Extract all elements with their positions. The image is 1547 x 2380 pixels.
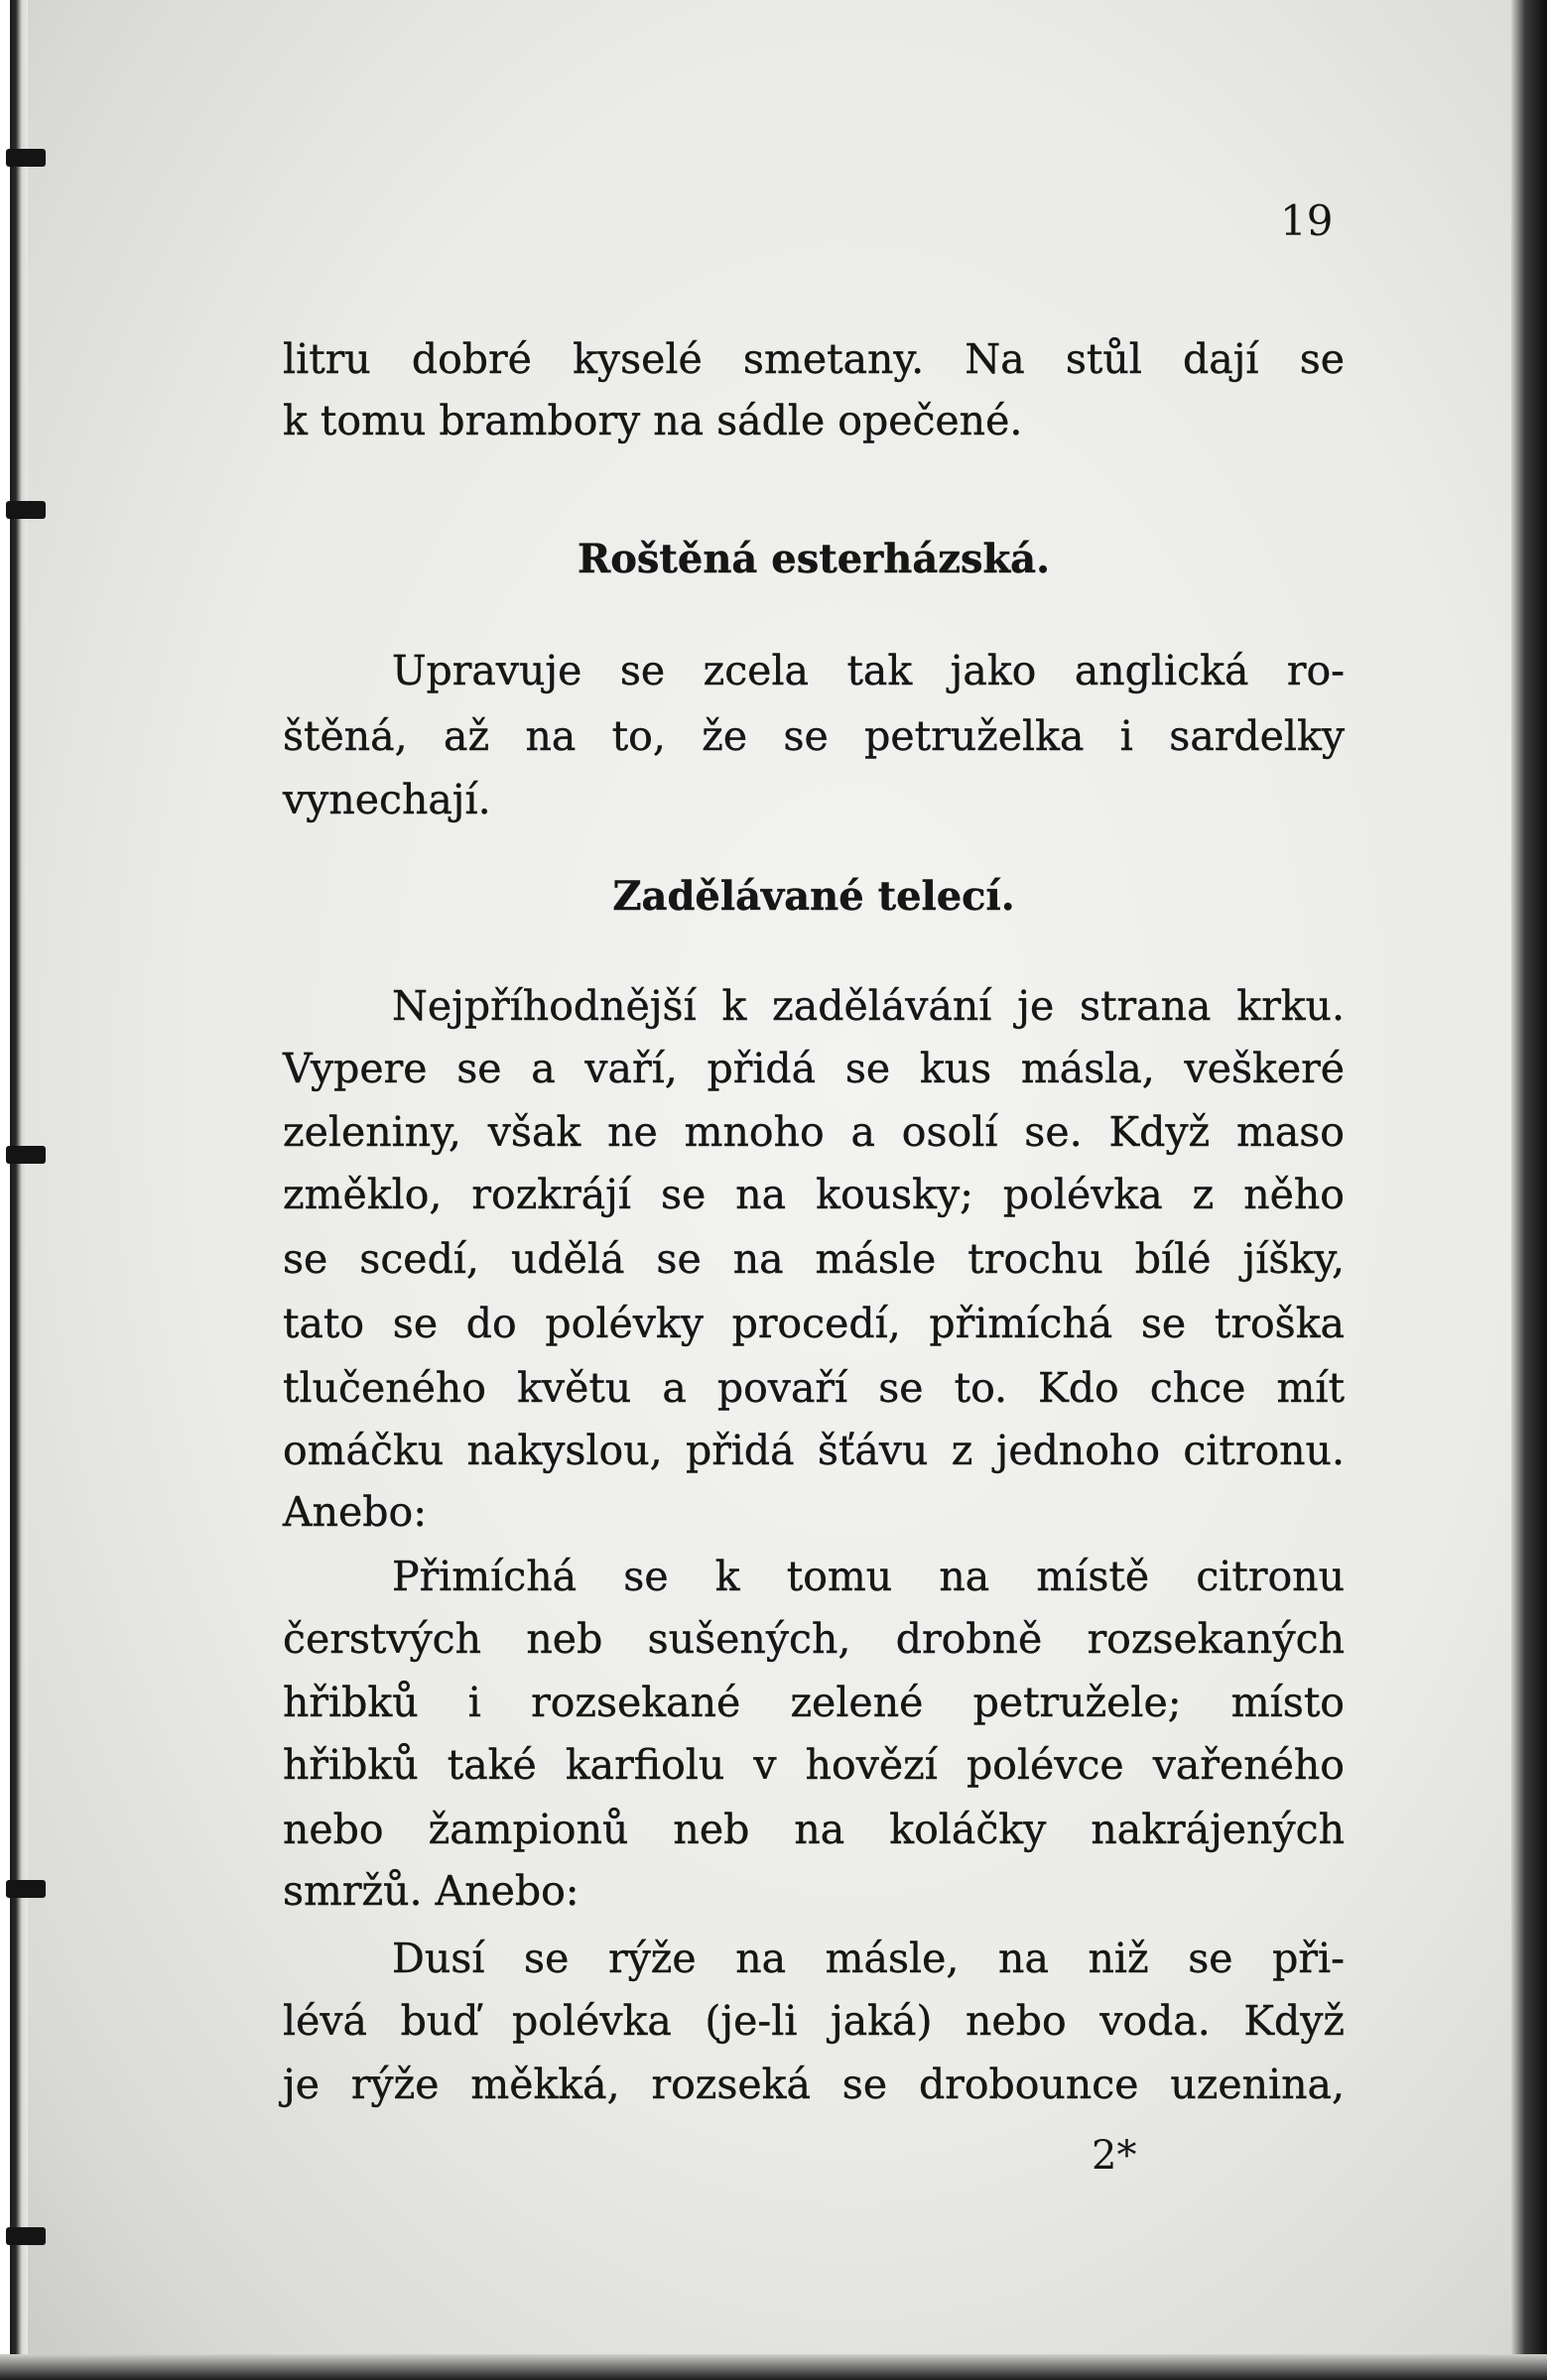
text-line: změklo, rozkrájí se na kousky; polévka z něho [283, 1171, 1345, 1218]
text-line: Anebo: [283, 1488, 428, 1536]
section-heading: Zadělávané telecí. [612, 873, 1015, 920]
text-line: tlučeného květu a povaří se to. Kdo chce mít [283, 1364, 1345, 1412]
text-line: Nejpříhodnější k zadělávání je strana krku. [392, 982, 1345, 1030]
text-line: čerstvých neb sušených, drobně rozsekaných [283, 1615, 1345, 1663]
text-line: hřibků i rozsekané zelené petružele; místo [283, 1679, 1345, 1726]
text-line: je rýže měkká, rozseká se drobounce uzenina, [283, 2061, 1345, 2108]
section-heading: Roštěná esterházská. [577, 536, 1051, 582]
text-line: smržů. Anebo: [283, 1867, 580, 1915]
binding-mark [6, 1146, 46, 1164]
signature-mark: 2* [1092, 2133, 1137, 2179]
text-line: zeleniny, však ne mnoho a osolí se. Když maso [283, 1108, 1345, 1156]
text-line: Přimíchá se k tomu na místě citronu [392, 1553, 1345, 1600]
text-line: litru dobré kyselé smetany. Na stůl dají se [283, 335, 1345, 383]
page-binding-edge [0, 0, 28, 2380]
text-line: Dusí se rýže na másle, na niž se při- [392, 1935, 1345, 1982]
text-line: k tomu brambory na sádle opečené. [283, 397, 1023, 444]
text-line: nebo žampionů neb na koláčky nakrájených [283, 1806, 1345, 1853]
binding-mark [6, 149, 46, 167]
text-line: tato se do polévky procedí, přimíchá se troška [283, 1300, 1345, 1347]
text-line: hřibků také karfiolu v hovězí polévce vařeného [283, 1741, 1345, 1789]
text-line: Upravuje se zcela tak jako anglická ro- [392, 647, 1345, 694]
text-line: Vypere se a vaří, přidá se kus másla, veškeré [283, 1045, 1345, 1092]
binding-mark [6, 1880, 46, 1898]
text-line: se scedí, udělá se na másle trochu bílé jíšky, [283, 1235, 1345, 1283]
binding-mark [6, 501, 46, 519]
page-right-edge [1511, 0, 1547, 2380]
page-number: 19 [1280, 196, 1334, 245]
text-line: štěná, až na to, že se petruželka i sardelky [283, 712, 1345, 760]
text-line: lévá buď polévka (je-li jaká) nebo voda. Když [283, 1997, 1345, 2045]
text-line: vynechají. [283, 776, 491, 823]
text-line: omáčku nakyslou, přidá šťávu z jednoho citronu. [283, 1427, 1345, 1474]
page-bottom-edge [0, 2354, 1547, 2380]
binding-mark [6, 2227, 46, 2245]
